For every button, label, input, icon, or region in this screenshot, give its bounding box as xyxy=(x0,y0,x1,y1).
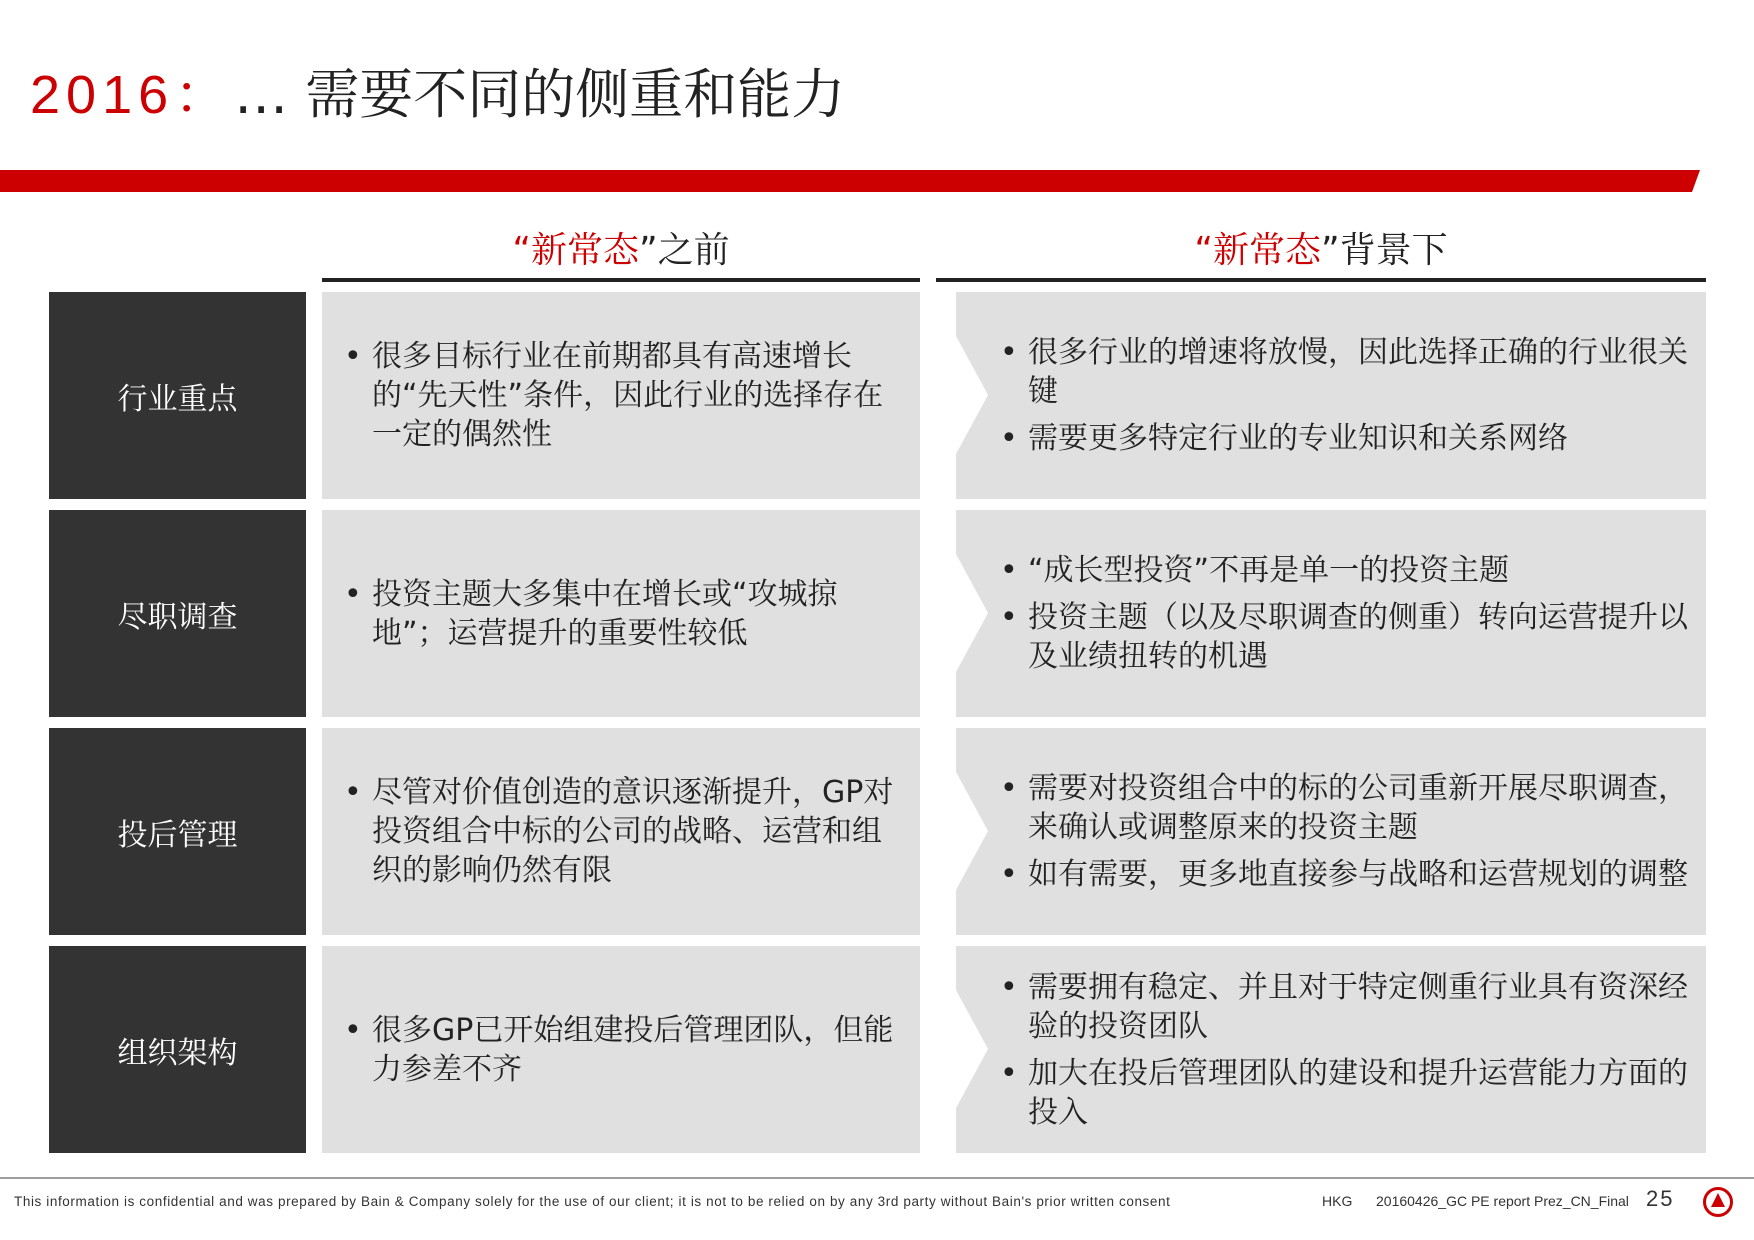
bullet-item: • “成长型投资”不再是单一的投资主题 xyxy=(992,551,1690,590)
header-before-highlight: 新常态 xyxy=(530,230,639,271)
bain-logo-icon xyxy=(1702,1186,1734,1218)
chevron-right-icon xyxy=(936,946,992,1153)
header-before-suffix: 之前 xyxy=(657,230,730,271)
bullet-item: • 尽管对价值创造的意识逐渐提升，GP对投资组合中标的公司的战略、运营和组织的影响仍然有限 xyxy=(336,773,908,890)
chevron-right-icon xyxy=(936,510,992,717)
page-title xyxy=(30,60,845,130)
column-header-after xyxy=(936,228,1706,282)
row-1-before-cell xyxy=(322,292,920,499)
title-accent-bar xyxy=(0,170,1700,192)
title-year: 2016 xyxy=(30,65,175,125)
chevron-right-icon xyxy=(936,728,992,935)
title-text: … 需要不同的侧重和能力 xyxy=(234,63,846,126)
header-after-suffix: 背景下 xyxy=(1339,230,1448,271)
header-after-highlight: 新常态 xyxy=(1212,230,1321,271)
column-header-before xyxy=(322,228,920,282)
chevron-right-icon xyxy=(936,292,992,499)
bullet-item: • 需要更多特定行业的专业知识和关系网络 xyxy=(992,419,1690,458)
header-before-open-quote: “ xyxy=(512,230,531,271)
footer-divider xyxy=(0,1177,1754,1179)
bullet-item: • 需要对投资组合中的标的公司重新开展尽职调查，来确认或调整原来的投资主题 xyxy=(992,769,1690,847)
row-2-after-cell xyxy=(936,510,1706,717)
header-before-close-quote: ” xyxy=(639,230,658,271)
bullet-item: • 如有需要，更多地直接参与战略和运营规划的调整 xyxy=(992,855,1690,894)
row-1-after-cell xyxy=(936,292,1706,499)
bullet-item: • 投资主题大多集中在增长或“攻城掠地”；运营提升的重要性较低 xyxy=(336,575,908,653)
title-colon: ： xyxy=(174,63,229,126)
footer-doc-name: 20160426_GC PE report Prez_CN_Final xyxy=(1376,1193,1629,1209)
page-number: 25 xyxy=(1646,1186,1675,1211)
bullet-item: • 很多行业的增速将放慢，因此选择正确的行业很关键 xyxy=(992,333,1690,411)
footer-disclaimer: This information is confidential and was prepared by Bain & Company solely for the use of our client; it is not to be relied on by any 3rd party without Bain's prior written consent xyxy=(14,1194,1171,1209)
row-label-due-diligence: 尽职调查 xyxy=(49,510,306,717)
row-label-industry-focus: 行业重点 xyxy=(49,292,306,499)
footer-office: HKG xyxy=(1322,1193,1353,1209)
row-4-after-cell xyxy=(936,946,1706,1153)
header-after-open-quote: “ xyxy=(1194,230,1213,271)
row-4-before-cell xyxy=(322,946,920,1153)
header-after-close-quote: ” xyxy=(1321,230,1340,271)
bullet-item: • 加大在投后管理团队的建设和提升运营能力方面的投入 xyxy=(992,1054,1690,1132)
row-label-post-investment: 投后管理 xyxy=(49,728,306,935)
bullet-item: • 很多GP已开始组建投后管理团队，但能力参差不齐 xyxy=(336,1011,908,1089)
row-3-before-cell xyxy=(322,728,920,935)
row-2-before-cell xyxy=(322,510,920,717)
row-3-after-cell xyxy=(936,728,1706,935)
bullet-item: • 很多目标行业在前期都具有高速增长的“先天性”条件，因此行业的选择存在一定的偶然性 xyxy=(336,337,908,454)
bullet-item: • 投资主题（以及尽职调查的侧重）转向运营提升以及业绩扭转的机遇 xyxy=(992,598,1690,676)
bullet-item: • 需要拥有稳定、并且对于特定侧重行业具有资深经验的投资团队 xyxy=(992,968,1690,1046)
row-label-organization: 组织架构 xyxy=(49,946,306,1153)
